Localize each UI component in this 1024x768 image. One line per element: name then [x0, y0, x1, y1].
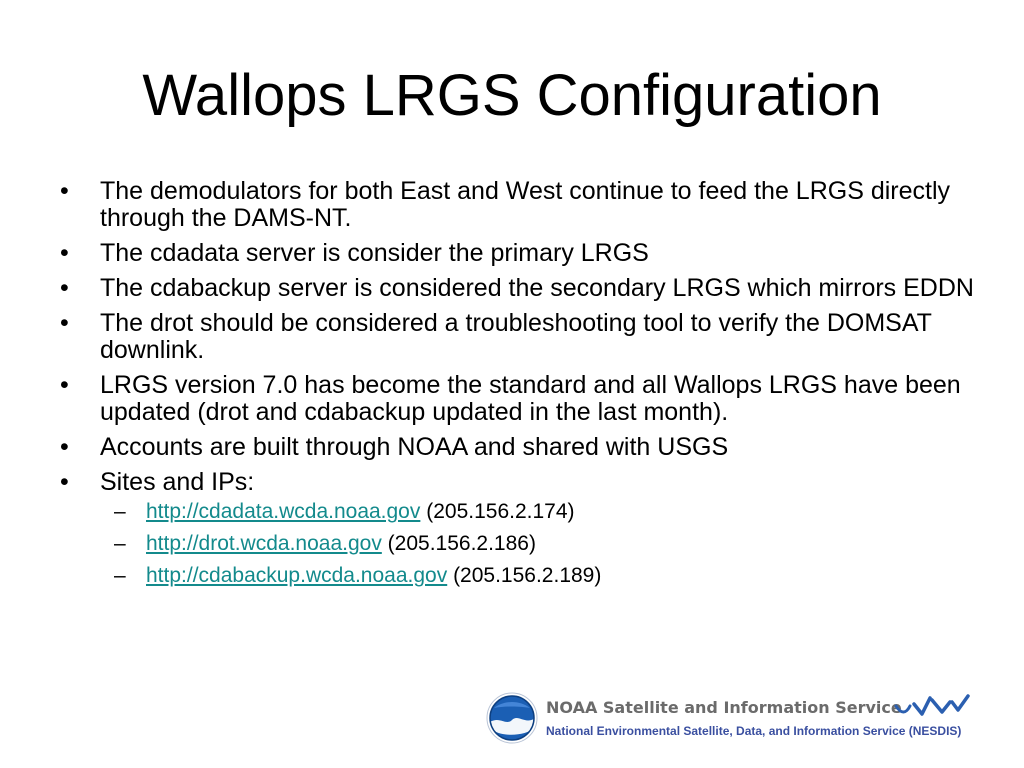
site-link-cdadata[interactable]: http://cdadata.wcda.noaa.gov	[146, 500, 421, 523]
bullet-item	[58, 275, 978, 302]
bullet-item	[58, 310, 978, 364]
bullet-item	[58, 240, 978, 267]
footer-org-full: National Environmental Satellite, Data, and Information Service (NESDIS)	[546, 724, 962, 738]
sites-list	[100, 500, 978, 588]
noaa-logo-icon	[486, 692, 538, 744]
site-item	[100, 564, 978, 588]
bullet-text: LRGS version 7.0 has become the standard and all Wallops LRGS have been updated (drot and cdabackup updated in the last month).	[100, 371, 961, 426]
bullet-icon: •	[60, 309, 69, 337]
bullet-item	[58, 178, 978, 232]
bullet-icon: •	[60, 239, 69, 267]
bullet-text: The cdabackup server is considered the secondary LRGS which mirrors EDDN	[100, 274, 974, 302]
bullet-text: Sites and IPs:	[100, 468, 255, 496]
bullet-text: The drot should be considered a troubleshooting tool to verify the DOMSAT downlink.	[100, 309, 932, 364]
site-item	[100, 500, 978, 524]
site-ip: (205.156.2.186)	[387, 532, 536, 555]
site-item	[100, 532, 978, 556]
site-link-drot[interactable]: http://drot.wcda.noaa.gov	[146, 532, 382, 555]
footer-org-name: NOAA Satellite and Information Service	[546, 698, 902, 717]
bullet-item	[58, 469, 978, 588]
dash-icon: –	[114, 532, 126, 555]
bullet-icon: •	[60, 433, 69, 461]
bullet-text: Accounts are built through NOAA and shared with USGS	[100, 433, 729, 461]
bullet-icon: •	[60, 177, 69, 205]
bullet-icon: •	[60, 274, 69, 302]
dash-icon: –	[114, 500, 126, 523]
site-ip: (205.156.2.174)	[426, 500, 575, 523]
bullet-text: The demodulators for both East and West continue to feed the LRGS directly through the DAMS-NT.	[100, 177, 951, 232]
site-link-cdabackup[interactable]: http://cdabackup.wcda.noaa.gov	[146, 564, 448, 587]
site-ip: (205.156.2.189)	[453, 564, 602, 587]
bullet-text: The cdadata server is consider the primary LRGS	[100, 239, 649, 267]
bullet-icon: •	[60, 468, 69, 496]
dash-icon: –	[114, 564, 126, 587]
bullet-item	[58, 372, 978, 426]
slide-title: Wallops LRGS Configuration	[142, 63, 882, 128]
bullet-list	[58, 178, 978, 596]
nesdis-wave-icon	[892, 692, 974, 718]
bullet-item	[58, 434, 978, 461]
footer-banner	[486, 690, 976, 746]
bullet-icon: •	[60, 371, 69, 399]
